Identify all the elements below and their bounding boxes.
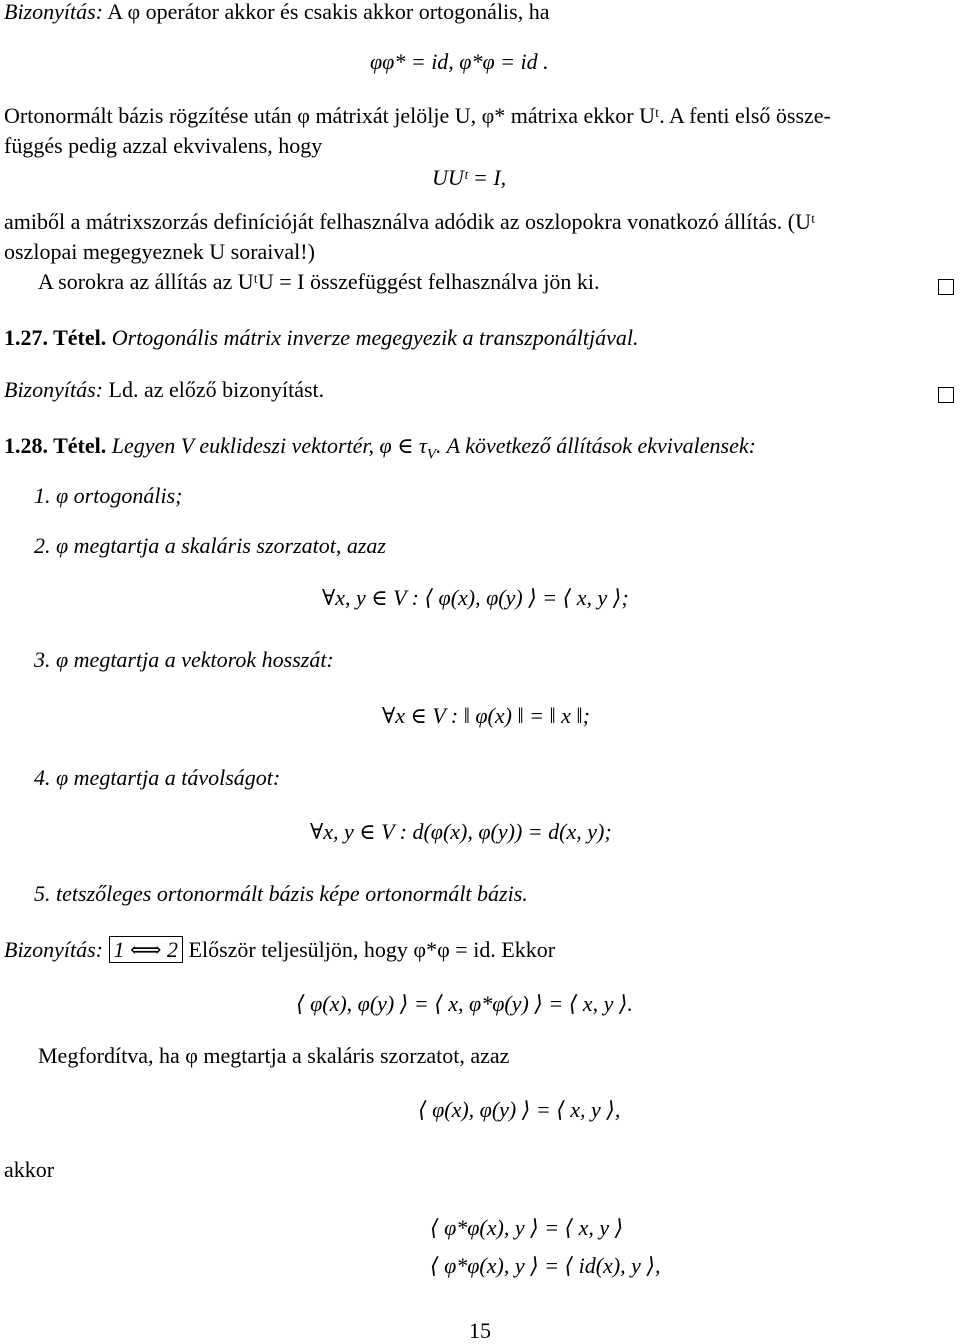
paragraph-columns-line-1: amiből a mátrixszorzás definícióját felhasználva adódik az oszlopokra vonatkozó állítás. (Uᵗ: [4, 209, 816, 234]
equation-item-4: ∀x, y ∈ V : d(φ(x), φ(y)) = d(x, y);: [310, 819, 612, 844]
equation-item-3: ∀x ∈ V : ‖ φ(x) ‖ = ‖ x ‖;: [382, 703, 590, 728]
equation-adjoint: φφ* = id, φ*φ = id .: [370, 49, 549, 74]
equation-item-2: ∀x, y ∈ V : ⟨ φ(x), φ(y) ⟩ = ⟨ x, y ⟩;: [322, 585, 629, 610]
paragraph-matrix-line-2: függés pedig azzal ekvivalens, hogy: [4, 133, 323, 158]
proof-label: Bizonyítás:: [4, 0, 103, 24]
theorem-subscript: V: [426, 446, 437, 463]
list-item: 5. tetszőleges ortonormált bázis képe ortonormált bázis.: [34, 881, 528, 906]
proof-block-top: [4, 0, 550, 24]
list-item: 4. φ megtartja a távolságot:: [34, 765, 281, 790]
equation-proof-2: ⟨ φ(x), φ(y) ⟩ = ⟨ x, y ⟩,: [418, 1097, 621, 1122]
proof-1-27: [4, 378, 324, 402]
qed-square: [938, 387, 954, 403]
equation-proof-3: ⟨ φ*φ(x), y ⟩ = ⟨ x, y ⟩: [430, 1215, 624, 1240]
equation-proof-4: ⟨ φ*φ(x), y ⟩ = ⟨ id(x), y ⟩,: [430, 1253, 661, 1278]
proof-text: Ld. az előző bizonyítást.: [108, 377, 325, 402]
qed-square: [938, 279, 954, 295]
proof-intro-text: A φ operátor akkor és csakis akkor ortogonális, ha: [107, 0, 550, 24]
proof-text: Először teljesüljön, hogy φ*φ = id. Ekkor: [188, 937, 556, 962]
theorem-text: Legyen V euklideszi vektortér, φ ∈ τ: [111, 433, 427, 458]
paragraph-columns-line-2: oszlopai megegyeznek U soraival!): [4, 239, 315, 264]
list-item: 1. φ ortogonális;: [34, 483, 183, 508]
list-item: 2. φ megtartja a skaláris szorzatot, azaz: [34, 533, 386, 558]
theorem-1-27: [4, 326, 638, 350]
theorem-1-28: [4, 434, 756, 463]
boxed-implication: 1 ⟺ 2: [109, 936, 184, 963]
theorem-label: 1.28. Tétel.: [4, 433, 107, 458]
page-number: 15: [469, 1318, 491, 1343]
paragraph-reverse: Megfordítva, ha φ megtartja a skaláris szorzatot, azaz: [38, 1043, 510, 1068]
proof-label: Bizonyítás:: [4, 377, 103, 402]
proof-1-28: [4, 938, 555, 962]
list-item: 3. φ megtartja a vektorok hosszát:: [34, 647, 334, 672]
proof-label: Bizonyítás:: [4, 937, 103, 962]
paragraph-rows: A sorokra az állítás az UᵗU = I összefüggést felhasználva jön ki.: [38, 269, 600, 294]
theorem-label: 1.27. Tétel.: [4, 325, 107, 350]
theorem-text-end: . A következő állítások ekvivalensek:: [436, 433, 756, 458]
equation-proof-1: ⟨ φ(x), φ(y) ⟩ = ⟨ x, φ*φ(y) ⟩ = ⟨ x, y ⟩.: [296, 991, 633, 1016]
theorem-text: Ortogonális mátrix inverze megegyezik a transzponáltjával.: [111, 325, 639, 350]
word-akkor: akkor: [4, 1157, 55, 1182]
equation-UUt: UUᵗ = I,: [432, 165, 507, 190]
paragraph-matrix-line-1: Ortonormált bázis rögzítése után φ mátrixát jelölje U, φ* mátrixa ekkor Uᵗ. A fenti első össze-: [4, 103, 831, 128]
